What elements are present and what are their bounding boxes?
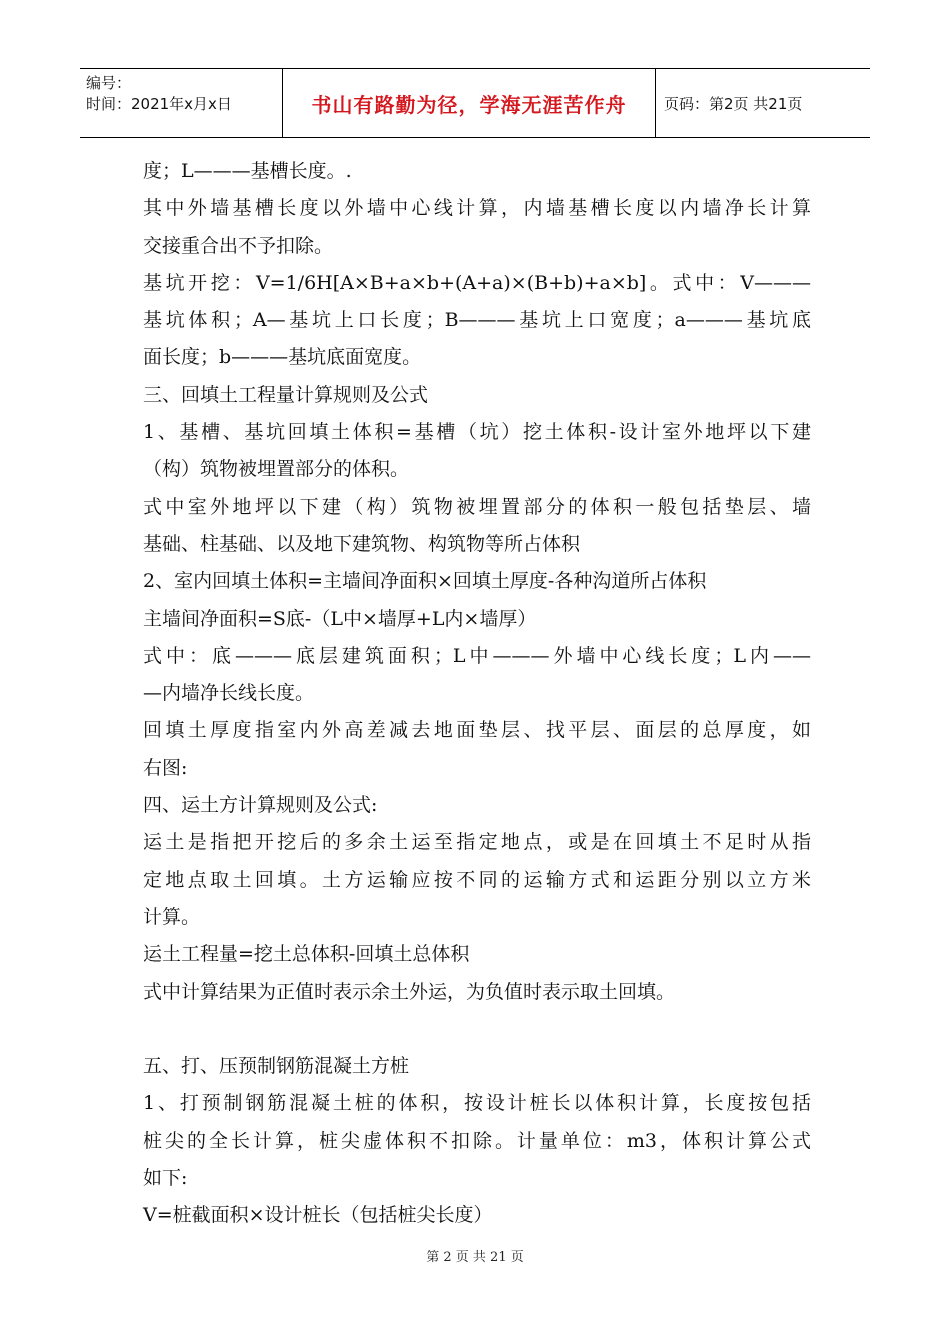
text-line: 交接重合出不予扣除。 [143, 234, 334, 257]
header-page-info: 页码：第2页 共21页 [664, 94, 803, 113]
text-line: 式中计算结果为正值时表示余土外运，为负值时表示取土回填。 [143, 980, 676, 1003]
page-header [80, 68, 870, 138]
header-meta [80, 69, 282, 137]
text-line: 面长度；b———基坑底面宽度。 [143, 346, 422, 369]
text-line: 式中室外地坪以下建（构）筑物被埋置部分的体积一般包括垫层、墙 [143, 495, 811, 518]
text-line: 定地点取土回填。土方运输应按不同的运输方式和运距分别以立方米 [143, 868, 811, 891]
text-line: 2、室内回填土体积=主墙间净面积×回填土厚度-各种沟道所占体积 [143, 570, 707, 593]
text-line: 1、基槽、基坑回填土体积=基槽（坑）挖土体积-设计室外地坪以下建 [143, 421, 811, 444]
text-line: 1、打预制钢筋混凝土桩的体积，按设计桩长以体积计算，长度按包括 [143, 1092, 811, 1115]
text-line: 运土是指把开挖后的多余土运至指定地点，或是在回填土不足时从指 [143, 831, 811, 854]
document-number-label: 编号： [86, 74, 132, 92]
text-line: —内墙净长线长度。 [143, 682, 315, 705]
text-line: 基坑体积；A—基坑上口长度；B———基坑上口宽度；a———基坑底 [143, 309, 811, 332]
text-line: 五、打、压预制钢筋混凝土方桩 [143, 1055, 410, 1078]
text-line: 四、运土方计算规则及公式: [143, 794, 378, 817]
document-date: 时间：2021年x月x日 [86, 95, 232, 113]
text-line: 主墙间净面积=S底-（L中×墙厚+L内×墙厚） [143, 607, 537, 630]
page-footer: 第 2 页 共 21 页 [426, 1250, 524, 1265]
text-line: 计算。 [143, 905, 201, 928]
header-motto: 书山有路勤为径，学海无涯苦作舟 [282, 69, 656, 137]
text-line: 度；L———基槽长度。. [143, 160, 352, 182]
text-line: 如下: [143, 1167, 188, 1190]
text-line: 三、回填土工程量计算规则及公式 [143, 383, 429, 406]
text-line: 其中外墙基槽长度以外墙中心线计算，内墙基槽长度以内墙净长计算 [143, 197, 811, 220]
text-line: 回填土厚度指室内外高差减去地面垫层、找平层、面层的总厚度，如 [143, 719, 811, 742]
text-line: 基础、柱基础、以及地下建筑物、构筑物等所占体积 [143, 532, 581, 555]
text-line [143, 1011, 811, 1048]
text-line: 右图: [143, 756, 188, 779]
text-line: 运土工程量=挖土总体积-回填土总体积 [143, 943, 470, 966]
text-line: （构）筑物被埋置部分的体积。 [143, 458, 410, 481]
text-line: V=桩截面积×设计桩长（包括桩尖长度） [143, 1204, 493, 1227]
text-line: 式中：底———底层建筑面积；L中———外墙中心线长度；L内—— [143, 644, 811, 667]
document-body [143, 153, 811, 1235]
text-line: 基坑开挖：V=1/6H[A×B+a×b+(A+a)×(B+b)+a×b]。式中：V——— [143, 271, 811, 294]
text-line: 桩尖的全长计算，桩尖虚体积不扣除。计量单位：m3，体积计算公式 [143, 1129, 811, 1152]
